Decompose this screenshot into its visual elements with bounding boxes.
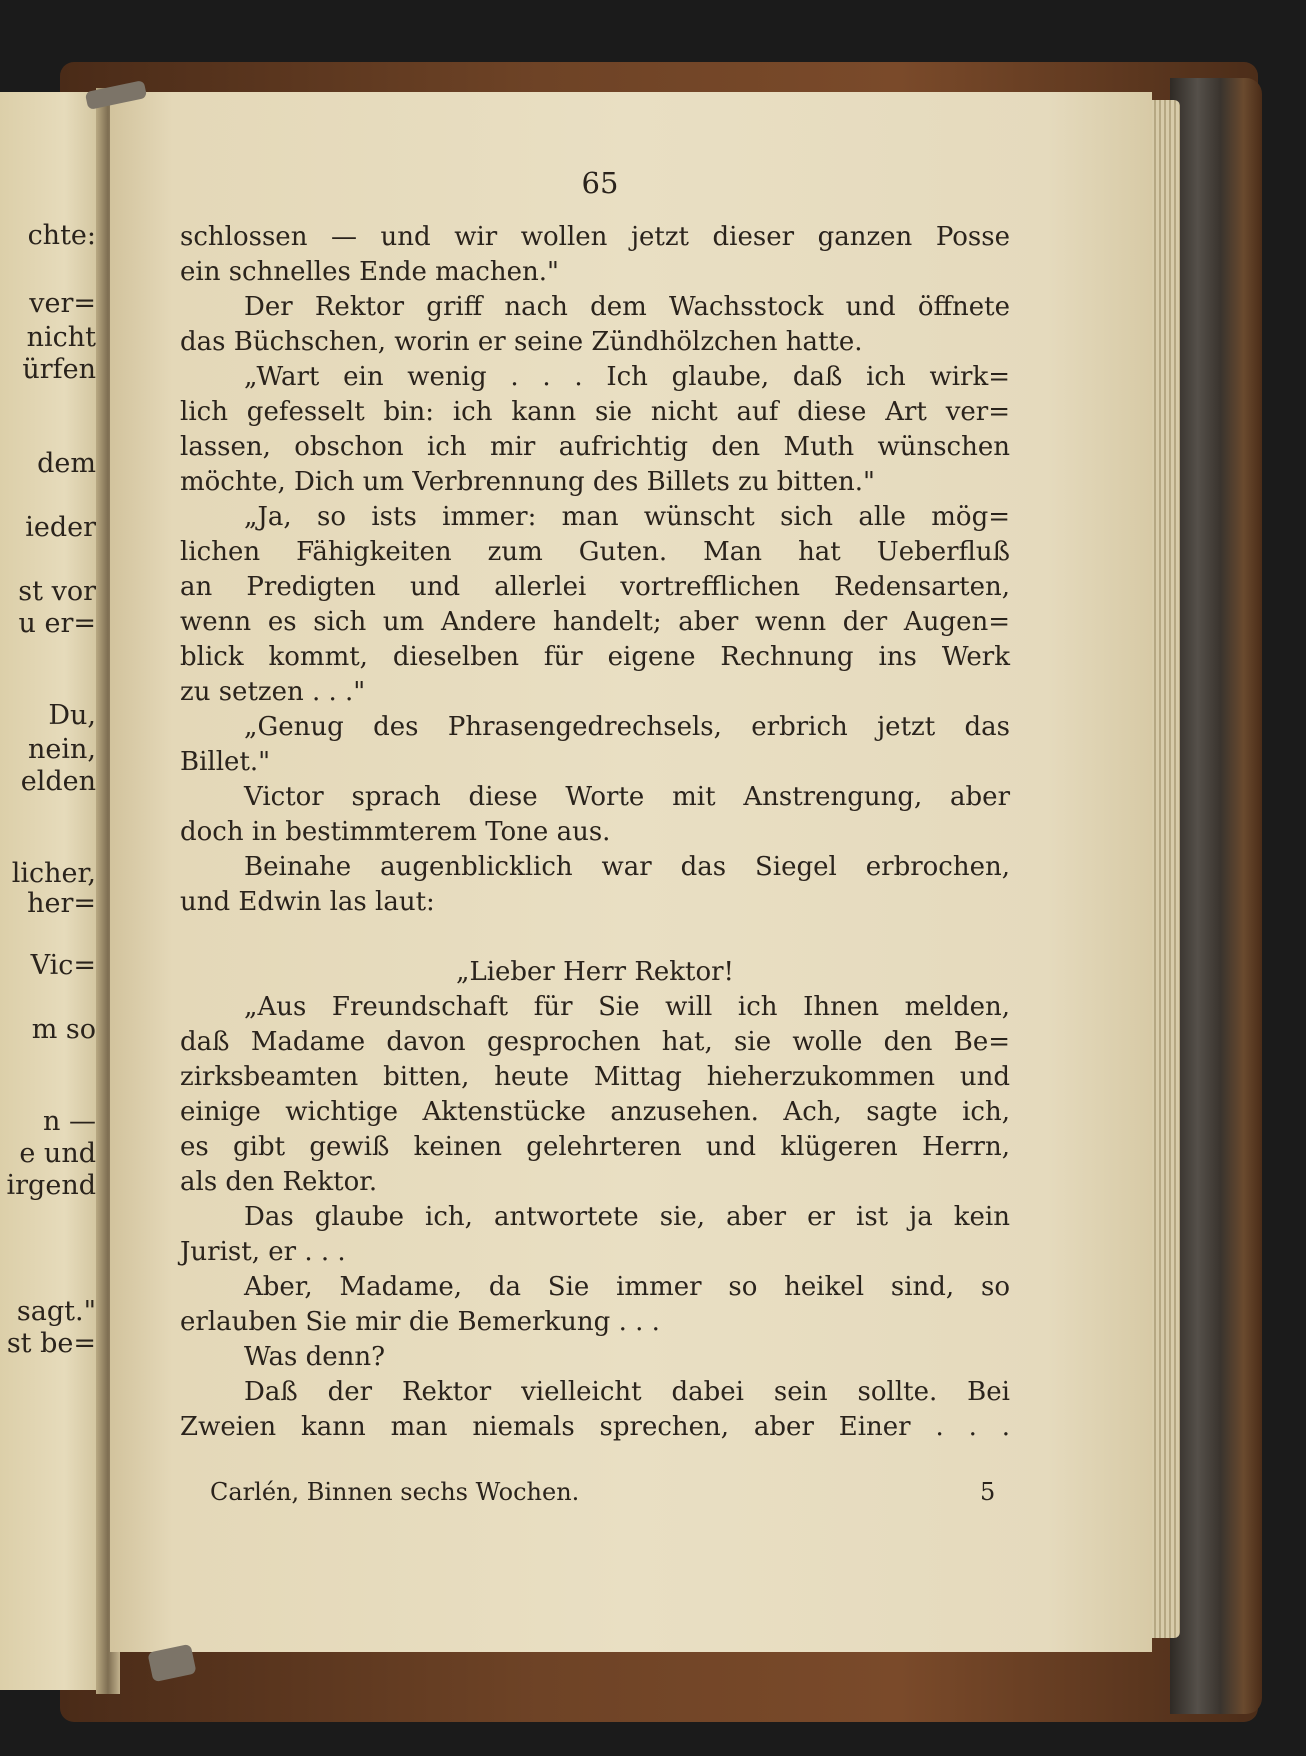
text-line: Victor sprach diese Worte mit Anstrengung, aber (244, 782, 1010, 812)
text-line: einige wichtige Aktenstücke anzusehen. Ach, sagte ich, (180, 1097, 1010, 1127)
left-page-fragment: elden (20, 766, 96, 797)
left-page (0, 92, 108, 1690)
left-page-fragment: Vic= (30, 950, 96, 981)
left-page-fragment: ieder (25, 512, 96, 543)
page-text (180, 220, 1010, 1445)
right-page (110, 92, 1152, 1652)
text-line: es gibt gewiß keinen gelehrteren und klügeren Herrn, (180, 1132, 1010, 1162)
text-line: erlauben Sie mir die Bemerkung . . . (180, 1307, 660, 1337)
left-page-fragment: dem (37, 448, 96, 479)
text-line: „Genug des Phrasengedrechsels, erbrich jetzt das (244, 712, 1010, 742)
text-line: an Predigten und allerlei vortrefflichen Redensarten, (180, 572, 1010, 602)
text-line: wenn es sich um Andere handelt; aber wenn der Augen= (180, 607, 1010, 637)
text-line: zu setzen . . ." (180, 677, 366, 707)
text-line: Billet." (180, 747, 271, 777)
left-page-fragment: st be= (6, 1328, 96, 1359)
left-page-fragment: chte: (27, 220, 96, 251)
text-line: daß Madame davon gesprochen hat, sie wolle den Be= (180, 1027, 1010, 1057)
left-page-fragment: u er= (18, 608, 96, 639)
text-line: „Wart ein wenig . . . Ich glaube, daß ich wirk= (244, 362, 1010, 392)
left-page-fragment: ürfen (22, 354, 96, 385)
text-line: schlossen — und wir wollen jetzt dieser ganzen Posse (180, 222, 1010, 252)
left-page-fragment: m so (31, 1014, 96, 1045)
text-line: ein schnelles Ende machen." (180, 257, 559, 287)
signature-mark: Carlén, Binnen sechs Wochen. (210, 1478, 580, 1506)
page-number: 65 (581, 166, 619, 200)
text-line: das Büchschen, worin er seine Zündhölzchen hatte. (180, 327, 863, 357)
text-line: Der Rektor griff nach dem Wachsstock und öffnete (244, 292, 1010, 322)
text-line: Beinahe augenblicklich war das Siegel erbrochen, (244, 852, 1010, 882)
left-page-fragment: st vor (18, 576, 96, 607)
text-line: blick kommt, dieselben für eigene Rechnung ins Werk (180, 642, 1010, 672)
text-line: Was denn? (244, 1342, 386, 1372)
left-page-fragment: nein, (28, 734, 96, 765)
text-line: „Ja, so ists immer: man wünscht sich alle mög= (244, 502, 1010, 532)
text-line: Daß der Rektor vielleicht dabei sein sollte. Bei (244, 1377, 1010, 1407)
text-line: Jurist, er . . . (180, 1237, 346, 1267)
text-line: Das glaube ich, antwortete sie, aber er ist ja kein (244, 1202, 1010, 1232)
text-line: lich gefesselt bin: ich kann sie nicht auf diese Art ver= (180, 397, 1010, 427)
cover-spine-edge (1170, 78, 1262, 1714)
text-line: Aber, Madame, da Sie immer so heikel sind, so (244, 1272, 1010, 1302)
left-page-fragment: irgend (6, 1170, 96, 1201)
left-page-fragment: e und (19, 1138, 96, 1169)
left-page-fragment: Du, (48, 700, 96, 731)
text-line: und Edwin las laut: (180, 887, 435, 917)
text-line: lichen Fähigkeiten zum Guten. Man hat Ueberfluß (180, 537, 1010, 567)
text-line: möchte, Dich um Verbrennung des Billets zu bitten." (180, 467, 875, 497)
letter-salutation: „Lieber Herr Rektor! (455, 957, 735, 987)
text-line: doch in bestimmterem Tone aus. (180, 817, 611, 847)
text-line: lassen, obschon ich mir aufrichtig den Muth wünschen (180, 432, 1010, 462)
left-page-fragment: nicht (26, 322, 96, 353)
text-line: als den Rektor. (180, 1167, 378, 1197)
text-line: „Aus Freundschaft für Sie will ich Ihnen melden, (244, 992, 1010, 1022)
text-line: zirksbeamten bitten, heute Mittag hieherzukommen und (180, 1062, 1010, 1092)
text-line: Zweien kann man niemals sprechen, aber Einer . . . (180, 1412, 1010, 1442)
left-page-fragment: licher, (11, 858, 96, 889)
blank-line (180, 920, 1010, 955)
left-page-fragment: her= (27, 888, 96, 919)
left-page-fragment: sagt." (16, 1296, 96, 1327)
left-page-fragment: ver= (29, 288, 96, 319)
sheet-number: 5 (980, 1478, 996, 1506)
left-page-fragment: n — (43, 1106, 96, 1137)
